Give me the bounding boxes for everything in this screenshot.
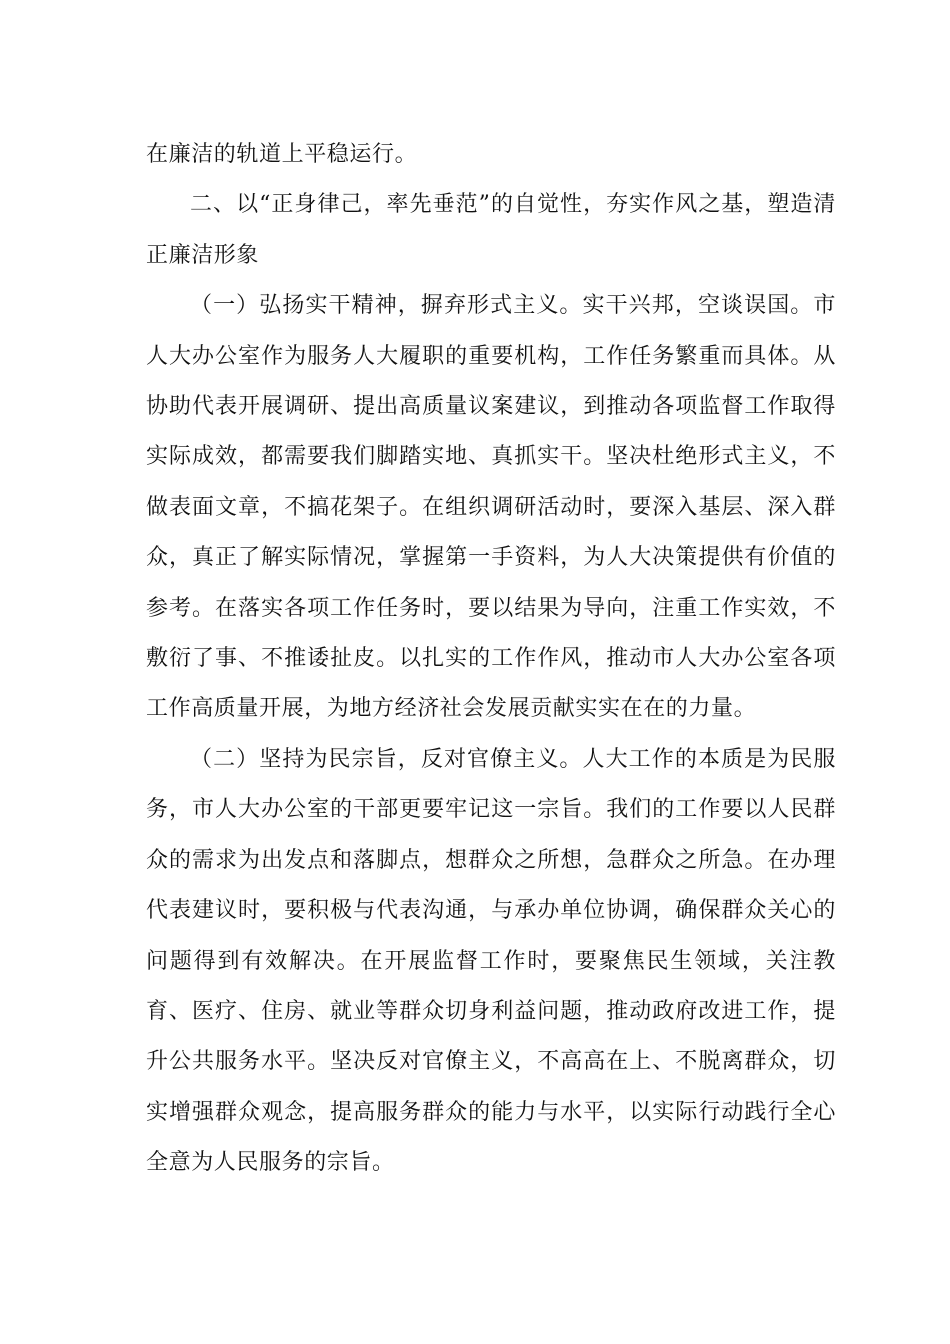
section-heading: 二、以“正身律己，率先垂范”的自觉性，夯实作风之基，塑造清正廉洁形象 (146, 192, 836, 268)
paragraph-continuation: 在廉洁的轨道上平稳运行。 (146, 142, 418, 167)
paragraph-item-1: （一）弘扬实干精神，摒弃形式主义。实干兴邦，空谈误国。市人大办公室作为服务人大履职的重要机构，工作任务繁重而具体。从协助代表开展调研、提出高质量议案建议，到推动各项监督工作取得实际成效，都需要我们脚踏实地、真抓实干。坚决杜绝形式主义，不做表面文章，不搞花架子。在组织调研活动时，要深入基层、深入群众，真正了解实际情况，掌握第一手资料，为人大决策提供有价值的参考。在落实各项工作任务时，要以结果为导向，注重工作实效，不敷衍了事、不推诿扯皮。以扎实的工作作风，推动市人大办公室各项工作高质量开展，为地方经济社会发展贡献实实在在的力量。 (146, 293, 836, 722)
document-body (146, 130, 836, 1189)
paragraph-item-2: （二）坚持为民宗旨，反对官僚主义。人大工作的本质是为民服务，市人大办公室的干部更要牢记这一宗旨。我们的工作要以人民群众的需求为出发点和落脚点，想群众之所想，急群众之所急。在办理代表建议时，要积极与代表沟通，与承办单位协调，确保群众关心的问题得到有效解决。在开展监督工作时，要聚焦民生领域，关注教育、医疗、住房、就业等群众切身利益问题，推动政府改进工作，提升公共服务水平。坚决反对官僚主义，不高高在上、不脱离群众，切实增强群众观念，提高服务群众的能力与水平，以实际行动践行全心全意为人民服务的宗旨。 (146, 746, 836, 1176)
